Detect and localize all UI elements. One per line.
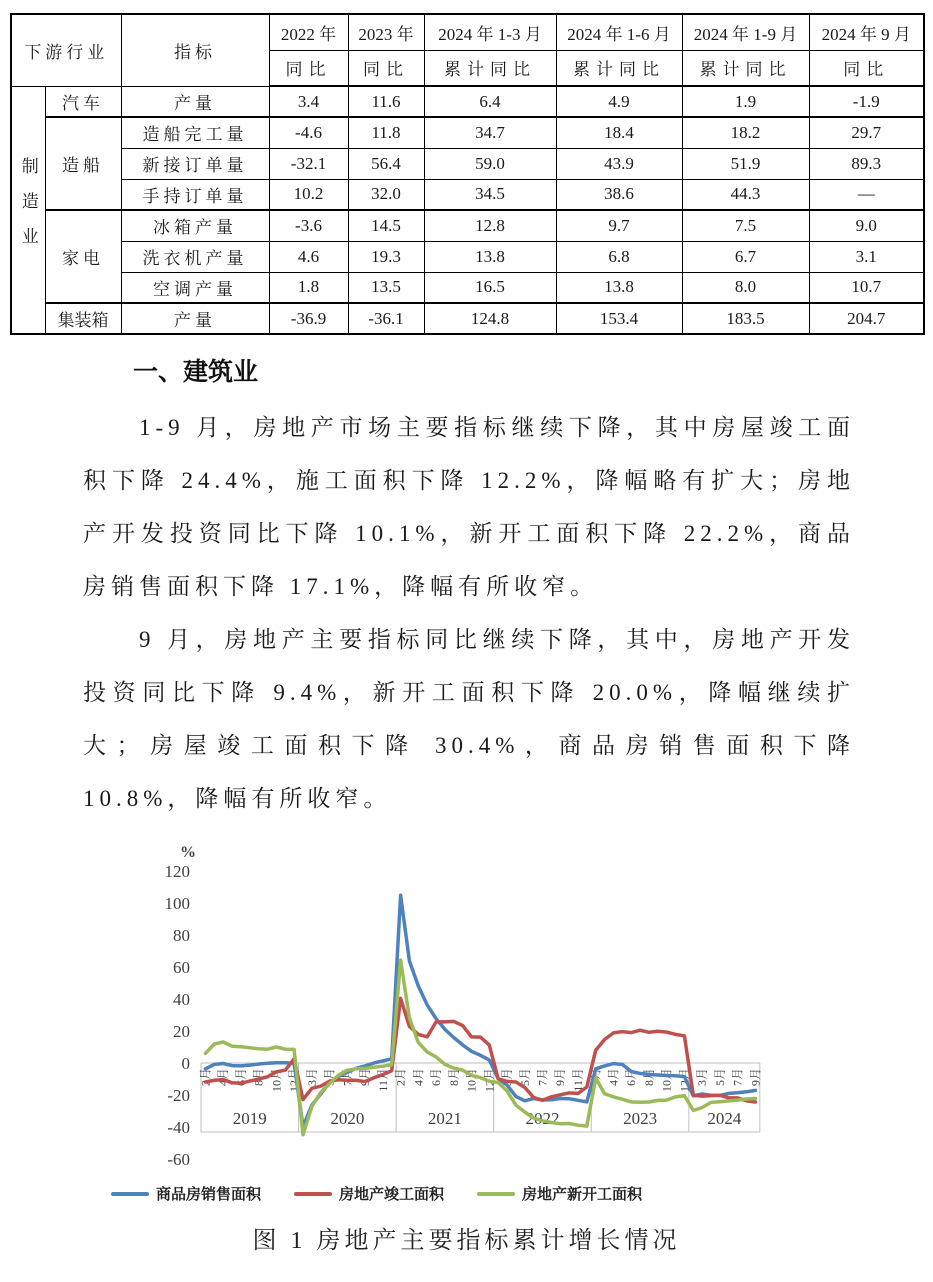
svg-text:5月: 5月 bbox=[712, 1068, 727, 1087]
header-period: 2023 年 bbox=[348, 14, 424, 50]
svg-text:6月: 6月 bbox=[429, 1068, 444, 1087]
svg-text:2月: 2月 bbox=[393, 1068, 408, 1087]
sector-auto: 汽车 bbox=[45, 86, 121, 117]
value-cell: 204.7 bbox=[809, 303, 924, 334]
value-cell: -32.1 bbox=[269, 148, 348, 179]
section-heading: 一、建筑业 bbox=[133, 358, 259, 386]
value-cell: 3.4 bbox=[269, 86, 348, 117]
value-cell: 14.5 bbox=[348, 210, 424, 241]
body-paragraph-1: 1-9 月，房地产市场主要指标继续下降，其中房屋竣工面积下降 24.4%，施工面积下降 12.2%，降幅略有扩大；房地产开发投资同比下降 10.1%，新开工面积下降 22.2%，商品房销售面积下降 17.1%，降幅有所收窄。 bbox=[83, 415, 855, 599]
value-cell: 11.8 bbox=[348, 117, 424, 148]
value-cell: 10.2 bbox=[269, 179, 348, 210]
header-measure: 累计同比 bbox=[424, 50, 556, 86]
value-cell: 9.7 bbox=[556, 210, 682, 241]
table-row-appliance-2 bbox=[11, 241, 924, 272]
value-cell: 43.9 bbox=[556, 148, 682, 179]
svg-text:10月: 10月 bbox=[659, 1068, 674, 1093]
svg-text:2024: 2024 bbox=[707, 1109, 742, 1128]
svg-text:11月: 11月 bbox=[570, 1068, 585, 1092]
svg-text:4月: 4月 bbox=[606, 1068, 621, 1087]
value-cell: 34.7 bbox=[424, 117, 556, 148]
value-cell: 7.5 bbox=[682, 210, 809, 241]
value-cell: 13.8 bbox=[424, 241, 556, 272]
group-label-manufacturing: 制造业 bbox=[11, 86, 45, 334]
value-cell: 44.3 bbox=[682, 179, 809, 210]
table-row-appliance-3 bbox=[11, 272, 924, 303]
value-cell: 29.7 bbox=[809, 117, 924, 148]
value-cell: 3.1 bbox=[809, 241, 924, 272]
indicator-cell: 产量 bbox=[121, 303, 269, 334]
sector-shipbuilding: 造船 bbox=[45, 117, 121, 210]
value-cell: 59.0 bbox=[424, 148, 556, 179]
chart-svg bbox=[140, 841, 920, 1181]
indicator-cell: 手持订单量 bbox=[121, 179, 269, 210]
svg-text:9月: 9月 bbox=[553, 1068, 568, 1087]
svg-text:2022: 2022 bbox=[525, 1109, 560, 1128]
legend-swatch-newstart bbox=[477, 1192, 515, 1196]
legend-item-sales bbox=[111, 1183, 261, 1204]
svg-text:3月: 3月 bbox=[500, 1068, 515, 1087]
legend-swatch-sales bbox=[111, 1192, 149, 1196]
value-cell: -4.6 bbox=[269, 117, 348, 148]
value-cell: 4.9 bbox=[556, 86, 682, 117]
chart-legend bbox=[0, 1183, 843, 1204]
svg-text:40: 40 bbox=[173, 990, 190, 1009]
value-cell: 16.5 bbox=[424, 272, 556, 303]
header-period: 2024 年 1-9 月 bbox=[682, 14, 809, 50]
svg-text:2021: 2021 bbox=[427, 1109, 462, 1128]
legend-label-sales: 商品房销售面积 bbox=[155, 1187, 261, 1203]
sector-appliance: 家电 bbox=[45, 210, 121, 303]
table-row-ship-2 bbox=[11, 148, 924, 179]
svg-text:-20: -20 bbox=[167, 1086, 190, 1105]
svg-text:%: % bbox=[180, 844, 196, 861]
svg-text:11月: 11月 bbox=[375, 1068, 390, 1092]
legend-label-completed: 房地产竣工面积 bbox=[338, 1187, 444, 1203]
value-cell: 56.4 bbox=[348, 148, 424, 179]
line-chart bbox=[140, 841, 920, 1181]
value-cell: 51.9 bbox=[682, 148, 809, 179]
svg-text:-40: -40 bbox=[167, 1118, 190, 1137]
header-measure: 累计同比 bbox=[682, 50, 809, 86]
value-cell: 153.4 bbox=[556, 303, 682, 334]
sector-container: 集装箱 bbox=[45, 303, 121, 334]
svg-text:5月: 5月 bbox=[322, 1068, 337, 1087]
legend-item-newstart bbox=[477, 1183, 642, 1204]
table-row-auto bbox=[11, 86, 924, 117]
legend-swatch-completed bbox=[294, 1192, 332, 1196]
table-row-appliance-1 bbox=[11, 210, 924, 241]
legend-label-newstart: 房地产新开工面积 bbox=[522, 1187, 643, 1203]
value-cell: — bbox=[809, 179, 924, 210]
svg-text:5月: 5月 bbox=[517, 1068, 532, 1087]
svg-text:100: 100 bbox=[164, 894, 190, 913]
table-header-row bbox=[11, 14, 924, 50]
downstream-industry-table bbox=[10, 13, 925, 335]
indicator-cell: 造船完工量 bbox=[121, 117, 269, 148]
value-cell: -36.9 bbox=[269, 303, 348, 334]
value-cell: 183.5 bbox=[682, 303, 809, 334]
value-cell: -1.9 bbox=[809, 86, 924, 117]
svg-text:10月: 10月 bbox=[269, 1068, 284, 1093]
svg-text:12月: 12月 bbox=[287, 1068, 302, 1093]
svg-text:9月: 9月 bbox=[358, 1068, 373, 1087]
svg-text:60: 60 bbox=[173, 958, 190, 977]
body-paragraph-2: 9 月，房地产主要指标同比继续下降，其中，房地产开发投资同比下降 9.4%，新开工面积下降 20.0%，降幅继续扩大；房屋竣工面积下降 30.4%，商品房销售面积下降 10.8%，降幅有所收窄。 bbox=[83, 627, 855, 811]
svg-text:8月: 8月 bbox=[641, 1068, 656, 1087]
svg-text:0: 0 bbox=[181, 1054, 190, 1073]
svg-text:6月: 6月 bbox=[624, 1068, 639, 1087]
svg-text:2023: 2023 bbox=[623, 1109, 658, 1128]
value-cell: 9.0 bbox=[809, 210, 924, 241]
indicator-cell: 新接订单量 bbox=[121, 148, 269, 179]
svg-text:9月: 9月 bbox=[748, 1068, 763, 1087]
value-cell: 6.4 bbox=[424, 86, 556, 117]
value-cell: 4.6 bbox=[269, 241, 348, 272]
svg-text:3月: 3月 bbox=[695, 1068, 710, 1087]
value-cell: 1.9 bbox=[682, 86, 809, 117]
value-cell: 6.7 bbox=[682, 241, 809, 272]
indicator-cell: 空调产量 bbox=[121, 272, 269, 303]
figure-caption: 图 1 房地产主要指标累计增长情况 bbox=[252, 1228, 681, 1254]
svg-text:8月: 8月 bbox=[251, 1068, 266, 1087]
header-period: 2024 年 1-6 月 bbox=[556, 14, 682, 50]
svg-text:80: 80 bbox=[173, 926, 190, 945]
header-period: 2022 年 bbox=[269, 14, 348, 50]
indicator-cell: 洗衣机产量 bbox=[121, 241, 269, 272]
legend-item-completed bbox=[294, 1183, 444, 1204]
value-cell: 34.5 bbox=[424, 179, 556, 210]
svg-text:6月: 6月 bbox=[233, 1068, 248, 1087]
value-cell: 8.0 bbox=[682, 272, 809, 303]
value-cell: 12.8 bbox=[424, 210, 556, 241]
svg-text:2月: 2月 bbox=[588, 1068, 603, 1087]
value-cell: 1.8 bbox=[269, 272, 348, 303]
value-cell: 124.8 bbox=[424, 303, 556, 334]
value-cell: 10.7 bbox=[809, 272, 924, 303]
value-cell: 11.6 bbox=[348, 86, 424, 117]
value-cell: 13.5 bbox=[348, 272, 424, 303]
value-cell: 13.8 bbox=[556, 272, 682, 303]
table-row-container bbox=[11, 303, 924, 334]
table-row-ship-1 bbox=[11, 117, 924, 148]
svg-text:4月: 4月 bbox=[411, 1068, 426, 1087]
svg-text:20: 20 bbox=[173, 1022, 190, 1041]
header-measure: 同比 bbox=[348, 50, 424, 86]
value-cell: -36.1 bbox=[348, 303, 424, 334]
svg-text:2020: 2020 bbox=[330, 1109, 365, 1128]
value-cell: 38.6 bbox=[556, 179, 682, 210]
value-cell: 18.4 bbox=[556, 117, 682, 148]
table-row-ship-3 bbox=[11, 179, 924, 210]
value-cell: 32.0 bbox=[348, 179, 424, 210]
svg-text:12月: 12月 bbox=[482, 1068, 497, 1093]
svg-text:10月: 10月 bbox=[464, 1068, 479, 1093]
svg-text:12月: 12月 bbox=[677, 1068, 692, 1093]
header-measure: 同比 bbox=[269, 50, 348, 86]
value-cell: -3.6 bbox=[269, 210, 348, 241]
value-cell: 89.3 bbox=[809, 148, 924, 179]
header-measure: 同比 bbox=[809, 50, 924, 86]
header-industry: 下游行业 bbox=[11, 14, 121, 86]
svg-text:2019: 2019 bbox=[232, 1109, 267, 1128]
header-period: 2024 年 1-3 月 bbox=[424, 14, 556, 50]
indicator-cell: 冰箱产量 bbox=[121, 210, 269, 241]
svg-text:7月: 7月 bbox=[730, 1068, 745, 1087]
value-cell: 18.2 bbox=[682, 117, 809, 148]
value-cell: 19.3 bbox=[348, 241, 424, 272]
svg-text:120: 120 bbox=[164, 862, 190, 881]
svg-text:3月: 3月 bbox=[304, 1068, 319, 1087]
header-period: 2024 年 9 月 bbox=[809, 14, 924, 50]
svg-text:7月: 7月 bbox=[340, 1068, 355, 1087]
svg-text:-60: -60 bbox=[167, 1150, 190, 1169]
value-cell: 6.8 bbox=[556, 241, 682, 272]
svg-text:7月: 7月 bbox=[535, 1068, 550, 1087]
indicator-cell: 产量 bbox=[121, 86, 269, 117]
header-measure: 累计同比 bbox=[556, 50, 682, 86]
header-indicator: 指标 bbox=[121, 14, 269, 86]
svg-text:2月: 2月 bbox=[198, 1068, 213, 1087]
svg-text:4月: 4月 bbox=[216, 1068, 231, 1087]
svg-text:8月: 8月 bbox=[446, 1068, 461, 1087]
